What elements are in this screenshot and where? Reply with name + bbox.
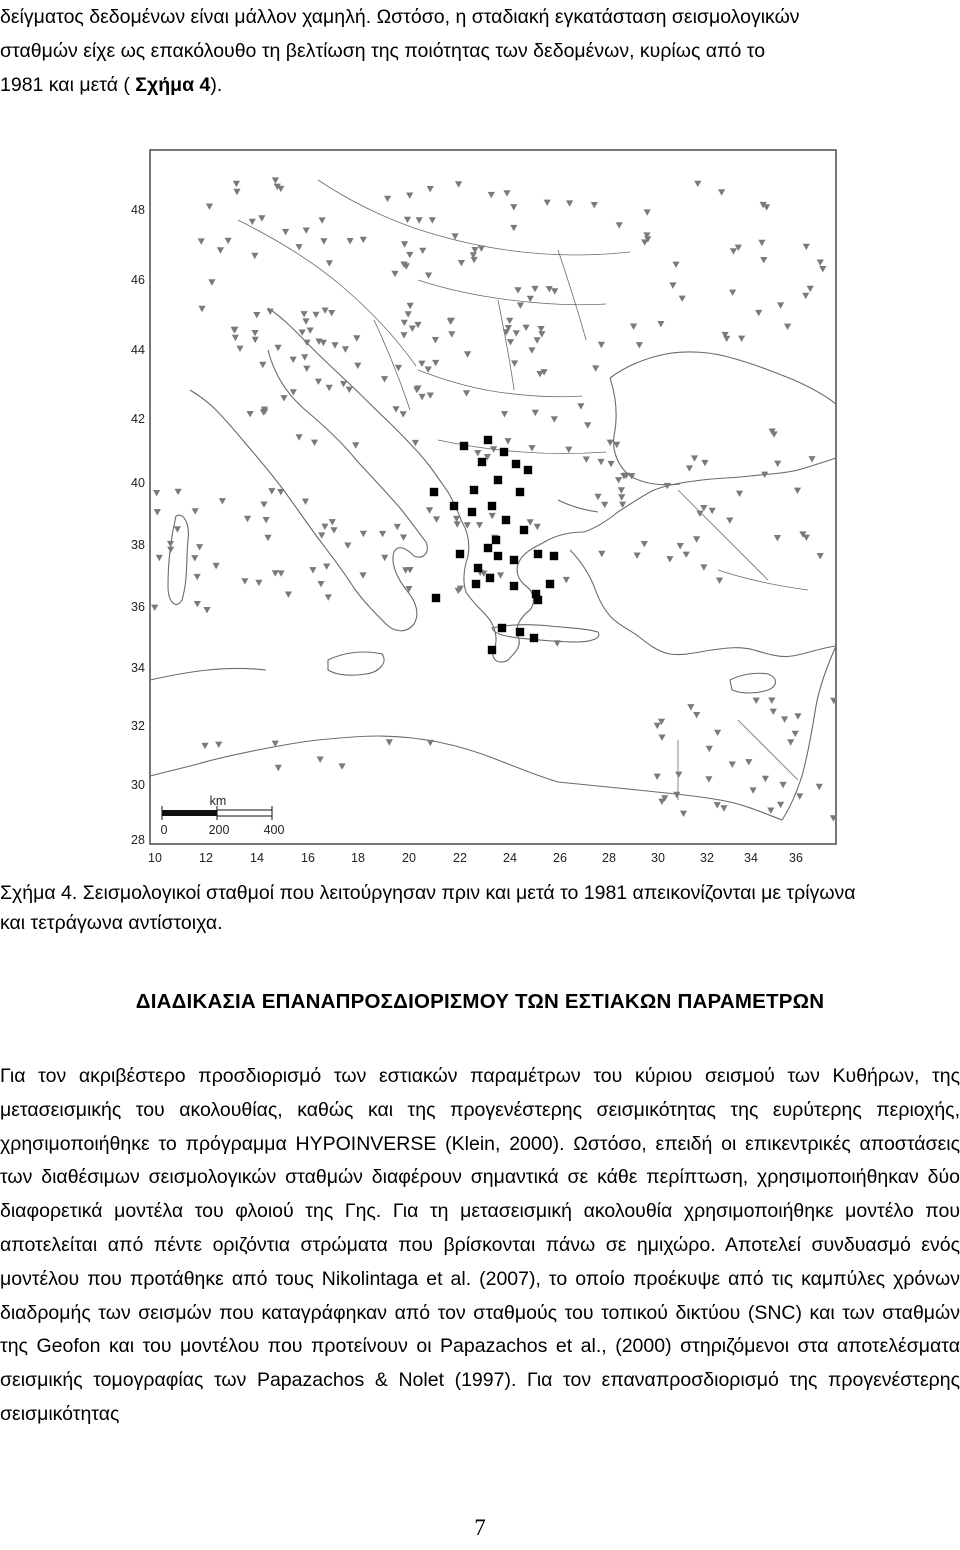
longitude-labels — [148, 851, 803, 865]
lat-label: 30 — [131, 778, 145, 792]
station-square-marker — [494, 552, 502, 560]
scale-unit-label: km — [209, 794, 227, 808]
lon-label: 22 — [453, 851, 467, 865]
station-square-marker — [484, 544, 492, 552]
station-square-marker — [546, 580, 554, 588]
lon-label: 12 — [199, 851, 213, 865]
body-paragraph — [0, 1060, 960, 1432]
station-square-marker — [488, 646, 496, 654]
station-square-marker — [494, 476, 502, 484]
lat-label: 40 — [131, 476, 145, 490]
station-square-marker — [430, 488, 438, 496]
station-square-marker — [488, 502, 496, 510]
station-map-svg — [118, 140, 853, 870]
lat-label: 36 — [131, 600, 145, 614]
lon-label: 20 — [402, 851, 416, 865]
lon-label: 16 — [301, 851, 315, 865]
scale-bar — [152, 784, 290, 842]
station-square-marker — [450, 502, 458, 510]
scale-tick-label: 0 — [160, 823, 168, 837]
lon-label: 36 — [789, 851, 803, 865]
scale-tick-label: 200 — [208, 823, 230, 837]
station-square-marker — [520, 526, 528, 534]
station-square-marker — [510, 556, 518, 564]
station-square-marker — [474, 564, 482, 572]
lon-label: 26 — [553, 851, 567, 865]
caption-line: Σχήμα 4. Σεισμολογικοί σταθμοί που λειτούργησαν πριν και μετά το 1981 απεικονίζονται με τρίγωνα — [0, 882, 856, 904]
station-square-marker — [486, 574, 494, 582]
intro-paragraph — [0, 0, 960, 102]
station-square-marker — [472, 580, 480, 588]
station-square-marker — [534, 550, 542, 558]
lat-label: 44 — [131, 343, 145, 357]
station-square-marker — [524, 466, 532, 474]
intro-text: 1981 και μετά ( — [0, 74, 136, 96]
station-square-marker — [516, 628, 524, 636]
station-square-marker — [550, 552, 558, 560]
station-square-marker — [532, 590, 540, 598]
lat-label: 28 — [131, 833, 145, 847]
station-square-marker — [432, 594, 440, 602]
lon-label: 32 — [700, 851, 714, 865]
lat-label: 48 — [131, 203, 145, 217]
intro-line: σταθμών είχε ως επακόλουθο τη βελτίωση της ποιότητας των δεδομένων, κυρίως από το — [0, 40, 766, 62]
scale-tick-label: 400 — [263, 823, 285, 837]
station-square-marker — [484, 436, 492, 444]
lat-label: 34 — [131, 661, 145, 675]
station-square-marker — [468, 508, 476, 516]
scale-segment-white — [217, 810, 272, 816]
station-square-marker — [512, 460, 520, 468]
lat-label: 38 — [131, 538, 145, 552]
lon-label: 10 — [148, 851, 162, 865]
lon-label: 34 — [744, 851, 758, 865]
station-square-marker — [498, 624, 506, 632]
lon-label: 30 — [651, 851, 665, 865]
station-square-marker — [500, 448, 508, 456]
lon-label: 14 — [250, 851, 264, 865]
section-heading: ΔΙΑΔΙΚΑΣΙΑ ΕΠΑΝΑΠΡΟΣΔΙΟΡΙΣΜΟΥ ΤΩΝ ΕΣΤΙΑΚΩΝ ΠΑΡΑΜΕΤΡΩΝ — [135, 990, 825, 1013]
lat-label: 42 — [131, 412, 145, 426]
scale-segment-black — [162, 810, 217, 816]
station-square-marker — [470, 486, 478, 494]
intro-line — [0, 68, 960, 102]
station-square-marker — [460, 442, 468, 450]
figure-reference-link[interactable]: Σχήμα 4 — [135, 74, 211, 96]
body-text: Για τον ακριβέστερο προσδιορισμό των εστιακών παραμέτρων του κύριου σεισμού των Κυθήρων, της μετασεισμικής του ακολουθίας, καθώς και της προγενέστερης σεισμικότητας της ευρύτερης περιοχής, χρησιμοποιήθηκε το πρόγραμμα HYPOINVERSE (Klein, 2000). Ωστόσο, επειδή οι επικεντρικές αποστάσεις των διαθέσιμων σεισμολογικών σταθμών διαφέρουν σημαντικά σε κάθε περίπτωση, χρησιμοποιήθηκαν δύο διαφορετικά μοντέλα του φλοιού της Γης. Για τη μετασεισμική ακολουθία χρησιμοποιήθηκε μοντέλο που αποτελείται από πέντε οριζόντια στρώματα που βρίσκονται πάνω σε ημιχώρο. Αποτελεί συνδυασμό ενός μοντέλου που προτάθηκε από τους Nikolintaga et al. (2007), το οποίο προέκυψε από τις καμπύλες χρόνων διαδρομής των σεισμών που καταγράφηκαν από τον σταθμούς του τοπικού δικτύου (SNC) και των σταθμών της Geofon και του μοντέλου που προτείνουν οι Papazachos et al., (2000) στηριζόμενοι στα αποτελέσματα σεισμικής τομογραφίας των Papazachos & Nolet (1997). Για τον επαναπροσδιορισμό της προγενέστερης σεισμικότητας — [0, 1065, 960, 1425]
station-square-marker — [530, 634, 538, 642]
caption-line: και τετράγωνα αντίστοιχα. — [0, 912, 223, 934]
page-number: 7 — [474, 1515, 486, 1540]
lat-label: 46 — [131, 273, 145, 287]
intro-text: ). — [210, 74, 223, 96]
lat-label: 32 — [131, 719, 145, 733]
station-square-marker — [478, 458, 486, 466]
latitude-labels — [131, 203, 145, 847]
station-square-marker — [492, 536, 500, 544]
station-square-marker — [516, 488, 524, 496]
station-square-marker — [456, 550, 464, 558]
station-square-marker — [510, 582, 518, 590]
figure-caption — [0, 878, 945, 938]
lon-label: 18 — [351, 851, 365, 865]
figure-seismic-stations-map — [118, 140, 853, 870]
lon-label: 28 — [602, 851, 616, 865]
station-square-marker — [502, 516, 510, 524]
intro-line: δείγματος δεδομένων είναι μάλλον χαμηλή. Ωστόσο, η σταδιακή εγκατάσταση σεισμολογικών — [0, 6, 800, 28]
lon-label: 24 — [503, 851, 517, 865]
